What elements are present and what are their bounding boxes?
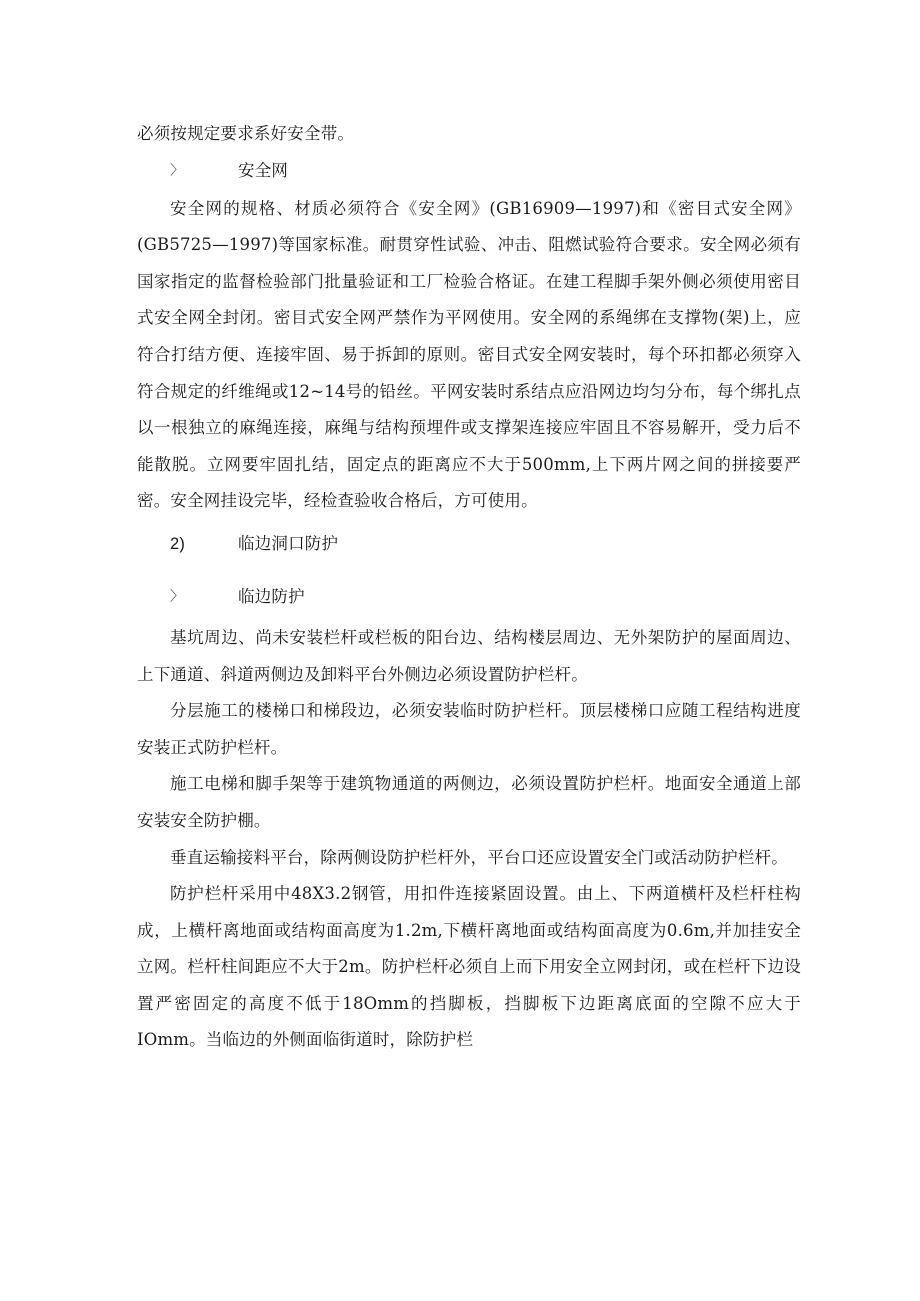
heading-section-2 [137,520,801,568]
heading-edge-protection [137,574,801,620]
heading-section-2-title: 临边洞口防护 [238,533,339,553]
edge-paragraph-3: 施工电梯和脚手架等于建筑物通道的两侧边，必须设置防护栏杆。地面安全通道上部安装安全防护棚。 [137,774,801,830]
section-number: 2) [170,534,186,553]
safety-net-paragraph: 安全网的规格、材质必须符合《安全网》(GB16909—1997)和《密目式安全网》(GB5725—1997)等国家标准。耐贯穿性试验、冲击、阻燃试验符合要求。安全网必须有国家指定的监督检验部门批量验证和工厂检验合格证。在建工程脚手架外侧必须使用密目式安全网全封闭。密目式安全网严禁作为平网使用。安全网的系绳绑在支撑物(架)上，应符合打结方便、连接牢固、易于拆卸的原则。密目式安全网安装时，每个环扣都必须穿入符合规定的纤维绳或12~14号的铅丝。平网安装时系结点应沿网边均匀分布，每个绑扎点以一根独立的麻绳连接，麻绳与结构预埋件或支撑架连接应牢固且不容易解开，受力后不能散脱。立网要牢固扎结，固定点的距离应不大于500mm,上下两片网之间的拼接要严密。安全网挂设完毕，经检查验收合格后，方可使用。 [137,198,801,511]
heading-safety-net [137,153,801,191]
chevron-right-icon: 〉 [170,163,185,180]
intro-paragraph: 必须按规定要求系好安全带。 [137,124,355,143]
document-body [137,116,801,1059]
edge-paragraph-2: 分层施工的楼梯口和梯段边，必须安装临时防护栏杆。顶层楼梯口应随工程结构进度安装正式防护栏杆。 [137,701,801,757]
heading-edge-protection-title: 临边防护 [238,586,305,606]
chevron-right-icon: 〉 [170,588,185,605]
edge-paragraph-4: 垂直运输接料平台，除两侧设防护栏杆外，平台口还应设置安全门或活动防护栏杆。 [170,847,788,867]
edge-paragraph-1: 基坑周边、尚未安装栏杆或栏板的阳台边、结构楼层周边、无外架防护的屋面周边、上下通道、斜道两侧边及卸料平台外侧边必须设置防护栏杆。 [137,627,801,684]
edge-paragraph-5: 防护栏杆采用中48X3.2钢管，用扣件连接紧固设置。由上、下两道横杆及栏杆柱构成，上横杆离地面或结构面高度为1.2m,下横杆离地面或结构面高度为0.6m,并加挂安全立网。栏杆柱间距应不大于2m。防护栏杆必须自上而下用安全立网封闭，或在栏杆下边设置严密固定的高度不低于18Omm的挡脚板，挡脚板下边距离底面的空隙不应大于IOmm。当临边的外侧面临街道时，除防护栏 [137,884,801,1050]
heading-safety-net-title: 安全网 [238,161,289,181]
